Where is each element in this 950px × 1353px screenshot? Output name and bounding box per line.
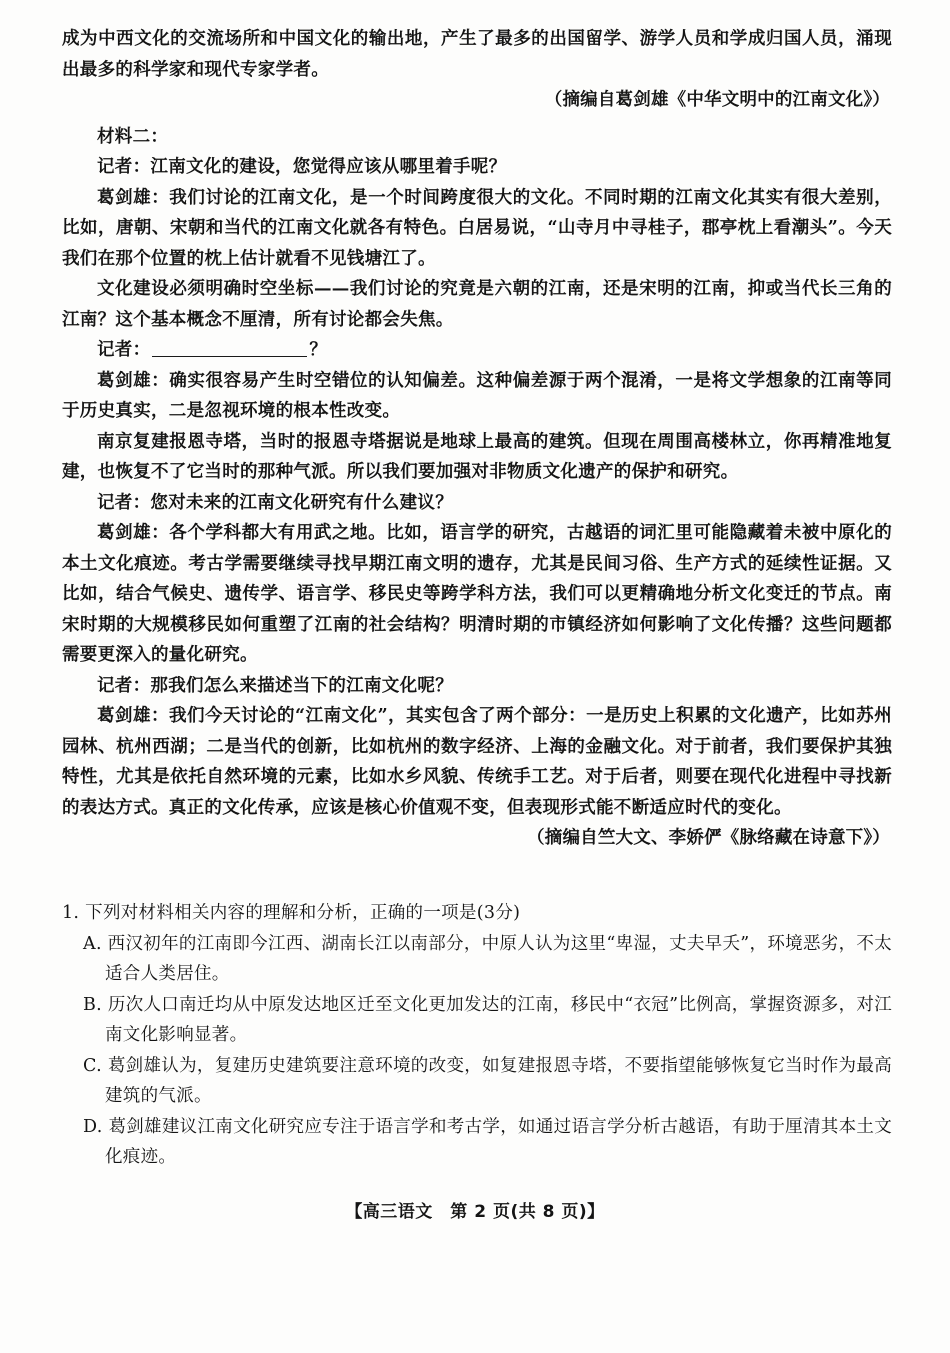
option-c[interactable]: C. 葛剑雄认为，复建历史建筑要注意环境的改变，如复建报恩寺塔，不要指望能够恢复它当时作为最高建筑的气派。 [83,1055,892,1106]
interview-paragraph: 记者：您对未来的江南文化研究有什么建议？ [97,492,453,513]
reading-passage [62,24,892,854]
question-1 [62,898,892,1173]
interview-paragraph: 葛剑雄：我们讨论的江南文化，是一个时间跨度很大的文化。不同时期的江南文化其实有很大差别，比如，唐朝、宋朝和当代的江南文化就各有特色。白居易说，“山寺月中寻桂子，郡亭枕上看潮头”。今天我们在那个位置的枕上估计就看不见钱塘江了。 [62,187,892,269]
material-two-title: 材料二： [97,126,169,147]
option-a[interactable]: A. 西汉初年的江南即今江西、湖南长江以南部分，中原人认为这里“卑湿，丈夫早夭”，环境恶劣，不太适合人类居住。 [83,933,892,984]
page-footer: 【高三语文 第 2 页(共 8 页)】 [345,1202,605,1222]
source-citation-2: （摘编自竺大文、李娇俨《脉络藏在诗意下》） [527,828,890,848]
interview-paragraph: 南京复建报恩寺塔，当时的报恩寺塔据说是地球上最高的建筑。但现在周围高楼林立，你再精准地复建，也恢复不了它当时的那种气派。所以我们要加强对非物质文化遗产的保护和研究。 [62,431,892,482]
option-d[interactable]: D. 葛剑雄建议江南文化研究应专注于语言学和考古学，如通过语言学分析古越语，有助于厘清其本土文化痕迹。 [83,1116,892,1167]
fill-in-blank-line [62,335,892,366]
interview-paragraph: 记者：江南文化的建设，您觉得应该从哪里着手呢？ [97,157,507,177]
interview-paragraph: 记者：那我们怎么来描述当下的江南文化呢？ [97,675,453,696]
answer-blank[interactable] [152,336,307,357]
interview-paragraph: 文化建设必须明确时空坐标——我们讨论的究竟是六朝的江南，还是宋明的江南，抑或当代长三角的江南？这个基本概念不厘清，所有讨论都会失焦。 [62,279,892,330]
source-citation-1: （摘编自葛剑雄《中华文明中的江南文化》） [544,90,890,110]
blank-suffix: ？ [309,340,328,360]
question-stem: 1. 下列对材料相关内容的理解和分析，正确的一项是(3分) [62,903,521,923]
interview-paragraph: 葛剑雄：确实很容易产生时空错位的认知偏差。这种偏差源于两个混淆，一是将文学想象的江南等同于历史真实，二是忽视环境的根本性改变。 [62,370,892,421]
blank-prefix: 记者： [97,340,151,360]
option-b[interactable]: B. 历次人口南迁均从中原发达地区迁至文化更加发达的江南，移民中“衣冠”比例高，掌握资源多，对江南文化影响显著。 [83,994,892,1045]
intro-line: 成为中西文化的交流场所和中国文化的输出地，产生了最多的出国留学、游学人员和学成归国人员，涌现出最多的科学家和现代专家学者。 [62,29,892,80]
interview-paragraph: 葛剑雄：我们今天讨论的“江南文化”，其实包含了两个部分：一是历史上积累的文化遗产，比如苏州园林、杭州西湖；二是当代的创新，比如杭州的数字经济、上海的金融文化。对于前者，我们要保护其独特性，尤其是依托自然环境的元素，比如水乡风貌、传统手工艺。对于后者，则要在现代化进程中寻找新的表达方式。真正的文化传承，应该是核心价值观不变，但表现形式能不断适应时代的变化。 [62,706,892,818]
interview-paragraph: 葛剑雄：各个学科都大有用武之地。比如，语言学的研究，古越语的词汇里可能隐藏着未被中原化的本土文化痕迹。考古学需要继续寻找早期江南文明的遗存，尤其是民间习俗、生产方式的延续性证据。又比如，结合气候史、遗传学、语言学、移民史等跨学科方法，我们可以更精确地分析文化变迁的节点。南宋时期的大规模移民如何重塑了江南的社会结构？明清时期的市镇经济如何影响了文化传播？这些问题都需要更深入的量化研究。 [62,523,892,665]
